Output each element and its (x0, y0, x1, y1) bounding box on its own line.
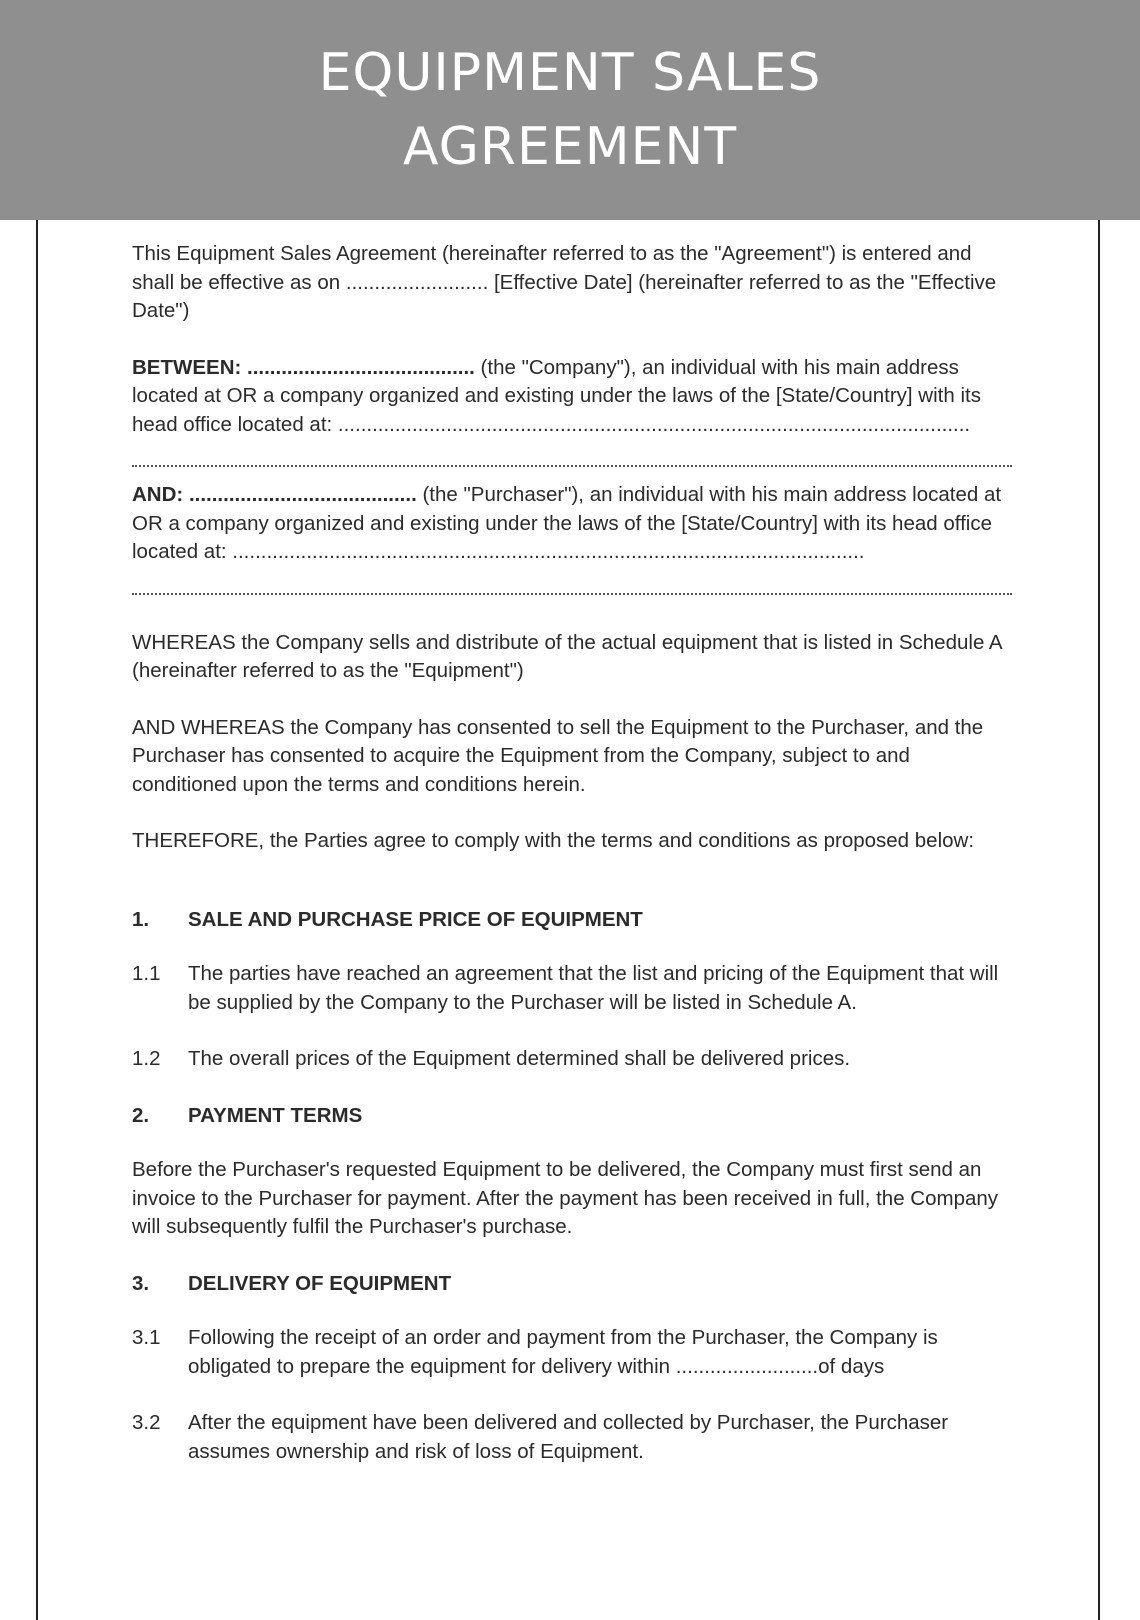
intro-paragraph (132, 240, 1012, 326)
section-3-number: 3. (132, 1271, 150, 1295)
between-paragraph (132, 354, 1012, 440)
clause-1-2-text: The overall prices of the Equipment determined shall be delivered prices. (188, 1047, 851, 1070)
title-banner (0, 0, 1140, 220)
intro-text-1: This Equipment Sales Agreement (hereinafter referred to as the "Agreement") is entered and shall be effective as on (132, 242, 972, 294)
section-1-title: SALE AND PURCHASE PRICE OF EQUIPMENT (188, 907, 643, 931)
clause-3-2-text: After the equipment have been delivered and collected by Purchaser, the Purchaser assumes ownership and risk of loss of Equipment. (188, 1411, 949, 1463)
clause-3-2-number: 3.2 (132, 1411, 161, 1434)
purchaser-name-blank: ........................................ (183, 483, 417, 506)
purchaser-address-blank-line (132, 567, 1012, 595)
clause-1-1-text: The parties have reached an agreement that the list and pricing of the Equipment that will be supplied by the Company to the Purchaser will be listed in Schedule A. (188, 962, 999, 1014)
effective-date-blank: ......................... (340, 270, 494, 294)
between-text: (the "Company"), an individual with his main address located at OR a company organized and existing under the laws of the [State/Country] with its head office located at: ............................................................................................................... (132, 355, 981, 436)
section-1-heading (132, 906, 1012, 935)
section-2-title: PAYMENT TERMS (188, 1103, 363, 1127)
whereas-paragraph-1: WHEREAS the Company sells and distribute of the actual equipment that is listed in Schedule A (hereinafter referred to as the "Equipment") (132, 630, 1002, 682)
and-text: (the "Purchaser"), an individual with his main address located at OR a company organized and existing under the laws of the [State/Country] with its head office located at: ............................................................................................................... (132, 483, 1002, 563)
clause-1-1-number: 1.1 (132, 962, 161, 985)
clause-1-2 (132, 1045, 1012, 1074)
section-1-number: 1. (132, 907, 150, 931)
document-body (132, 240, 1012, 1494)
clause-3-1-text: Following the receipt of an order and payment from the Purchaser, the Company is obligated to prepare the equipment for delivery within .........................of days (188, 1326, 938, 1378)
intro-text-2: [Effective Date] (hereinafter referred to as the "Effective Date") (132, 270, 997, 322)
section-3-heading (132, 1270, 1012, 1299)
document-title-line-2: AGREEMENT (402, 117, 738, 177)
company-address-blank-line (132, 439, 1012, 467)
therefore-paragraph: THEREFORE, the Parties agree to comply with the terms and conditions as proposed below: (132, 829, 975, 852)
clause-1-2-number: 1.2 (132, 1047, 161, 1070)
section-3-title: DELIVERY OF EQUIPMENT (188, 1271, 452, 1295)
document-page (36, 220, 1100, 1620)
document-title-line-1: EQUIPMENT SALES (318, 43, 822, 103)
section-2-number: 2. (132, 1103, 150, 1127)
company-name-blank: ........................................ (241, 355, 475, 379)
whereas-paragraph-2: AND WHEREAS the Company has consented to sell the Equipment to the Purchaser, and the Purchaser has consented to acquire the Equipment from the Company, subject to and conditioned upon the terms and conditions herein. (132, 715, 984, 796)
and-paragraph (132, 481, 1012, 567)
clause-1-1 (132, 960, 1012, 1017)
between-label: BETWEEN: (132, 355, 242, 379)
clause-3-1-number: 3.1 (132, 1326, 161, 1349)
clause-3-2 (132, 1409, 1012, 1466)
section-2-paragraph: Before the Purchaser's requested Equipment to be delivered, the Company must first send an invoice to the Purchaser for payment. After the payment has been received in full, the Company will subsequently fulfil the Purchaser's purchase. (132, 1158, 999, 1238)
section-2-heading (132, 1102, 1012, 1131)
clause-3-1 (132, 1324, 1012, 1381)
and-label: AND: (132, 483, 184, 506)
